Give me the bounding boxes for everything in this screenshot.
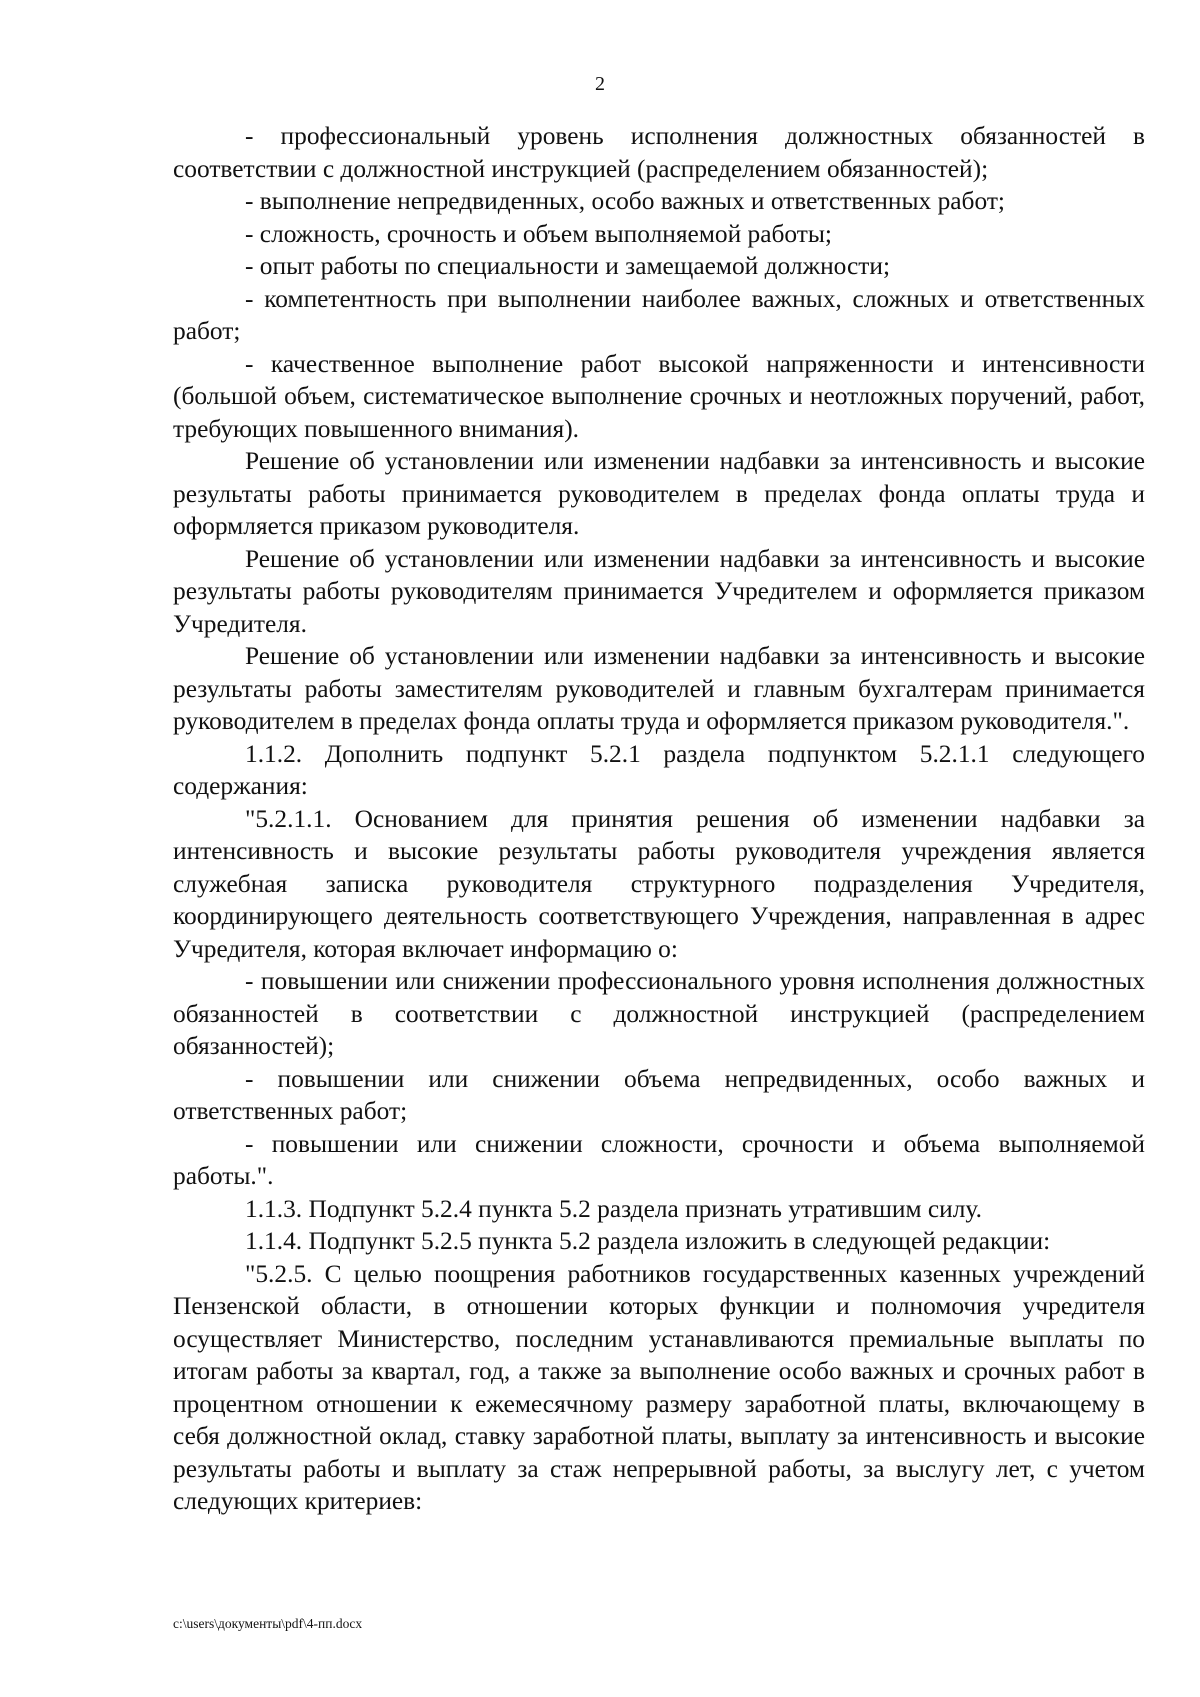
paragraph-7: Решение об установлении или изменении надбавки за интенсивность и высокие результаты работы принимается руководителем в пределах фонда оплаты труда и оформляется приказом руководителя. [173,447,1145,540]
paragraph-14: - повышении или снижении сложности, срочности и объема выполняемой работы.". [173,1129,1145,1190]
paragraph-9: Решение об установлении или изменении надбавки за интенсивность и высокие результаты работы заместителям руководителей и главным бухгалтерам принимается руководителем в пределах фонда оплаты труда и оформляется приказом руководителя.". [173,642,1145,735]
paragraph-2: - выполнение непредвиденных, особо важных и ответственных работ; [245,187,1005,215]
paragraph-15: 1.1.3. Подпункт 5.2.4 пункта 5.2 раздела признать утратившим силу. [245,1194,982,1223]
paragraph-5: - компетентность при выполнении наиболее важных, сложных и ответственных работ; [173,284,1145,345]
paragraph-8: Решение об установлении или изменении надбавки за интенсивность и высокие результаты работы руководителям принимается Учредителем и оформляется приказом Учредителя. [173,544,1145,638]
paragraph-11: "5.2.1.1. Основанием для принятия решения об изменении надбавки за интенсивность и высокие результаты работы руководителя учреждения является служебная записка руководителя структурного подразделения Учредителя, координирующего деятельность соответствующего Учреждения, направленная в адрес Учредителя, которая включает информацию о: [173,804,1145,963]
paragraph-3: - сложность, срочность и объем выполняемой работы; [245,219,832,248]
paragraph-10: 1.1.2. Дополнить подпункт 5.2.1 раздела подпунктом 5.2.1.1 следующего содержания: [173,739,1145,800]
page-number: 2 [595,73,605,95]
paragraph-16: 1.1.4. Подпункт 5.2.5 пункта 5.2 раздела изложить в следующей редакции: [245,1227,1051,1255]
paragraph-17: "5.2.5. С целью поощрения работников государственных казенных учреждений Пензенской области, в отношении которых функции и полномочия учредителя осуществляет Министерство, последним устанавливаются премиальные выплаты по итогам работы за квартал, год, а также за выполнение особо важных и срочных работ в процентном отношении к ежемесячному размеру заработной платы, включающему в себя должностной оклад, ставку заработной платы, выплату за интенсивность и высокие результаты работы и выплату за стаж непрерывной работы, за выслугу лет, с учетом следующих критериев: [173,1259,1145,1515]
paragraph-4: - опыт работы по специальности и замещаемой должности; [245,252,891,280]
footer-file-path: c:\users\документы\pdf\4-пп.docx [173,1616,363,1631]
document-body [173,120,1145,1518]
paragraph-13: - повышении или снижении объема непредвиденных, особо важных и ответственных работ; [173,1064,1145,1125]
paragraph-1: - профессиональный уровень исполнения должностных обязанностей в соответствии с должностной инструкцией (распределением обязанностей); [173,122,1145,183]
paragraph-12: - повышении или снижении профессионального уровня исполнения должностных обязанностей в соответствии с должностной инструкцией (распределением обязанностей); [173,967,1145,1060]
paragraph-6: - качественное выполнение работ высокой напряженности и интенсивности (большой объем, систематическое выполнение срочных и неотложных поручений, работ, требующих повышенного внимания). [173,349,1145,443]
